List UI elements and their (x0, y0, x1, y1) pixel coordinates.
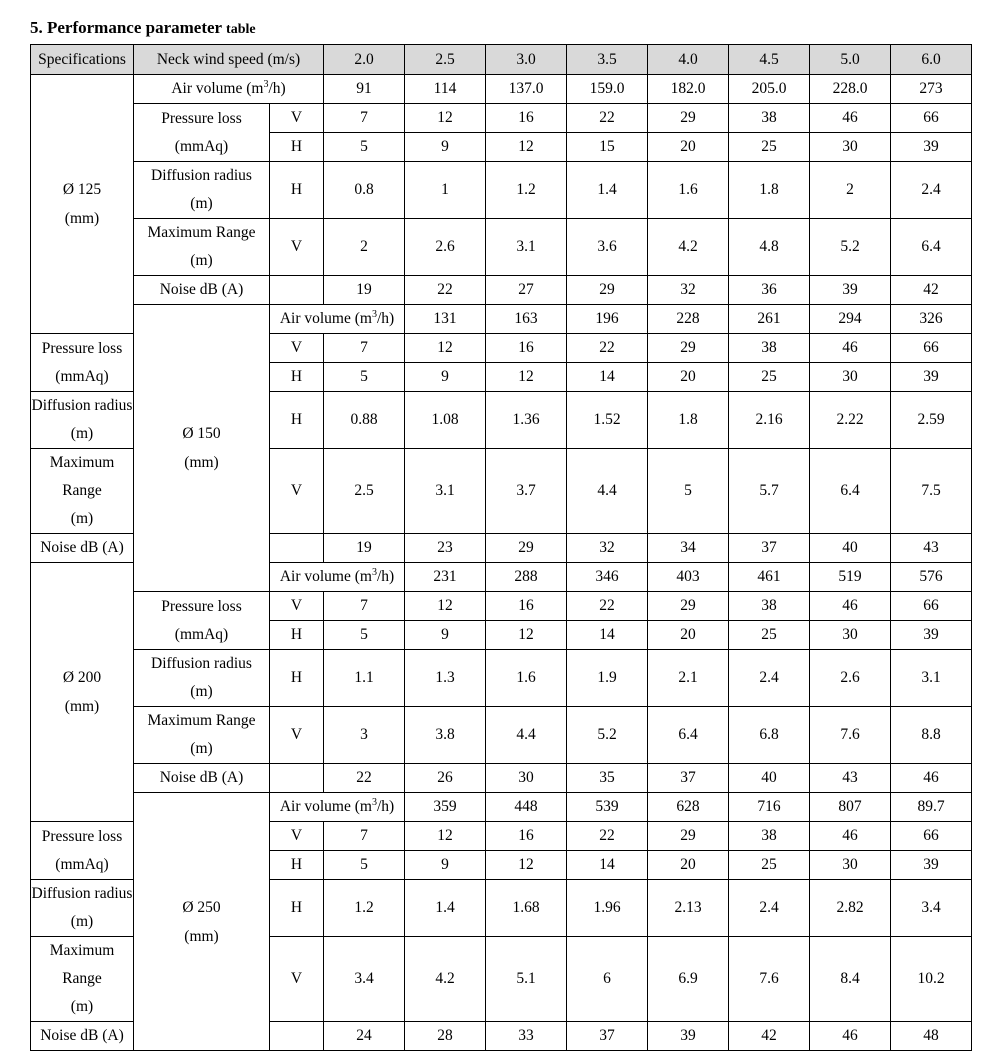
table-row (31, 162, 972, 219)
value-cell: 5.2 (810, 219, 891, 276)
direction-h: H (270, 851, 324, 880)
value-cell: 3.8 (405, 707, 486, 764)
table-row (31, 793, 972, 822)
title-suffix: table (226, 22, 256, 37)
diffusion-radius-label-line: Diffusion radius (151, 655, 252, 672)
direction-v: V (270, 592, 324, 621)
value-cell: 205.0 (729, 75, 810, 104)
value-cell: 7 (324, 334, 405, 363)
value-cell: 2.4 (729, 650, 810, 707)
direction-v: V (270, 822, 324, 851)
value-cell: 16 (486, 592, 567, 621)
value-cell: 27 (486, 276, 567, 305)
value-cell: 40 (810, 534, 891, 563)
value-cell: 9 (405, 133, 486, 162)
table-row (31, 75, 972, 104)
spec-size-cell (134, 793, 270, 1051)
value-cell: 39 (648, 1022, 729, 1051)
value-cell: 46 (810, 592, 891, 621)
value-cell: 3.4 (324, 937, 405, 1022)
value-cell: 39 (891, 621, 972, 650)
value-cell: 46 (810, 334, 891, 363)
value-cell: 4.2 (648, 219, 729, 276)
value-cell: 461 (729, 563, 810, 592)
value-cell: 2.16 (729, 392, 810, 449)
value-cell: 4.2 (405, 937, 486, 1022)
direction-h: H (270, 162, 324, 219)
value-cell: 20 (648, 621, 729, 650)
table-row (31, 650, 972, 707)
value-cell: 2.82 (810, 880, 891, 937)
value-cell: 7.6 (729, 937, 810, 1022)
value-cell: 114 (405, 75, 486, 104)
value-cell: 3.1 (405, 449, 486, 534)
value-cell: 22 (567, 822, 648, 851)
value-cell: 163 (486, 305, 567, 334)
value-cell: 32 (567, 534, 648, 563)
table-row (31, 592, 972, 621)
value-cell: 131 (405, 305, 486, 334)
value-cell: 29 (648, 822, 729, 851)
value-cell: 6.9 (648, 937, 729, 1022)
noise-label: Noise dB (A) (134, 276, 270, 305)
direction-h: H (270, 133, 324, 162)
direction-h: H (270, 621, 324, 650)
value-cell: 66 (891, 104, 972, 133)
value-cell: 1.68 (486, 880, 567, 937)
value-cell: 3 (324, 707, 405, 764)
value-cell: 2.59 (891, 392, 972, 449)
value-cell: 716 (729, 793, 810, 822)
value-cell: 29 (567, 276, 648, 305)
value-cell: 4.8 (729, 219, 810, 276)
value-cell: 40 (729, 764, 810, 793)
value-cell: 2.4 (729, 880, 810, 937)
value-cell: 2.22 (810, 392, 891, 449)
header-speed: 2.0 (324, 45, 405, 75)
value-cell: 6 (567, 937, 648, 1022)
diffusion-radius-label-line: Diffusion radius (151, 167, 252, 184)
value-cell: 42 (891, 276, 972, 305)
maximum-range-label-unit: (m) (70, 998, 94, 1015)
value-cell: 39 (891, 133, 972, 162)
value-cell: 22 (567, 104, 648, 133)
value-cell: 228 (648, 305, 729, 334)
direction-v: V (270, 219, 324, 276)
value-cell: 3.6 (567, 219, 648, 276)
maximum-range-label-line: Maximum Range (49, 942, 115, 987)
value-cell: 3.1 (486, 219, 567, 276)
maximum-range-label (31, 449, 134, 534)
diffusion-radius-label (31, 392, 134, 449)
value-cell: 5 (324, 621, 405, 650)
noise-label: Noise dB (A) (31, 534, 134, 563)
spec-unit: (mm) (64, 210, 100, 227)
value-cell: 16 (486, 104, 567, 133)
value-cell: 37 (567, 1022, 648, 1051)
value-cell: 346 (567, 563, 648, 592)
value-cell: 2 (324, 219, 405, 276)
value-cell: 43 (891, 534, 972, 563)
diffusion-radius-label (31, 880, 134, 937)
maximum-range-label (31, 937, 134, 1022)
table-row (31, 764, 972, 793)
value-cell: 1.96 (567, 880, 648, 937)
value-cell: 159.0 (567, 75, 648, 104)
noise-label: Noise dB (A) (31, 1022, 134, 1051)
value-cell: 2 (810, 162, 891, 219)
value-cell: 519 (810, 563, 891, 592)
value-cell: 1 (405, 162, 486, 219)
value-cell: 29 (648, 334, 729, 363)
value-cell: 23 (405, 534, 486, 563)
value-cell: 6.4 (648, 707, 729, 764)
page-title (30, 18, 256, 38)
maximum-range-label-unit: (m) (190, 740, 213, 757)
direction-v: V (270, 334, 324, 363)
value-cell: 25 (729, 133, 810, 162)
value-cell: 39 (891, 851, 972, 880)
air-volume-label: Air volume $(m^3/h)$ (270, 305, 405, 334)
header-speed: 4.5 (729, 45, 810, 75)
value-cell: 1.52 (567, 392, 648, 449)
value-cell: 12 (486, 133, 567, 162)
value-cell: 46 (810, 104, 891, 133)
value-cell: 26 (405, 764, 486, 793)
table-row (31, 305, 972, 334)
value-cell: 12 (486, 363, 567, 392)
header-specifications: Specifications (31, 45, 134, 75)
value-cell: 30 (810, 621, 891, 650)
spec-unit: (mm) (184, 927, 219, 945)
value-cell: 30 (810, 133, 891, 162)
spec-size: Ø 250 (182, 898, 221, 916)
value-cell: 38 (729, 592, 810, 621)
value-cell: 46 (810, 1022, 891, 1051)
spec-unit: (mm) (184, 454, 219, 471)
value-cell: 5 (648, 449, 729, 534)
empty-cell (270, 276, 324, 305)
table-row (31, 219, 972, 276)
air-volume-label: Air volume $(m^3/h)$ (134, 75, 324, 104)
value-cell: 196 (567, 305, 648, 334)
value-cell: 294 (810, 305, 891, 334)
value-cell: 22 (405, 276, 486, 305)
value-cell: 66 (891, 822, 972, 851)
value-cell: 12 (405, 104, 486, 133)
value-cell: 66 (891, 592, 972, 621)
value-cell: 261 (729, 305, 810, 334)
table-row (31, 707, 972, 764)
value-cell: 12 (486, 851, 567, 880)
diffusion-radius-label (134, 650, 270, 707)
value-cell: 12 (486, 621, 567, 650)
spec-unit: (mm) (64, 698, 100, 715)
spec-size-cell (31, 75, 134, 334)
empty-cell (270, 534, 324, 563)
value-cell: 91 (324, 75, 405, 104)
value-cell: 14 (567, 363, 648, 392)
value-cell: 5 (324, 133, 405, 162)
value-cell: 7.5 (891, 449, 972, 534)
spec-size: Ø 200 (62, 669, 102, 686)
value-cell: 37 (648, 764, 729, 793)
value-cell: 25 (729, 851, 810, 880)
value-cell: 2.6 (405, 219, 486, 276)
value-cell: 1.36 (486, 392, 567, 449)
value-cell: 228.0 (810, 75, 891, 104)
value-cell: 12 (405, 822, 486, 851)
value-cell: 4.4 (486, 707, 567, 764)
value-cell: 628 (648, 793, 729, 822)
value-cell: 42 (729, 1022, 810, 1051)
header-speed: 6.0 (891, 45, 972, 75)
value-cell: 14 (567, 621, 648, 650)
value-cell: 37 (729, 534, 810, 563)
value-cell: 1.2 (324, 880, 405, 937)
value-cell: 2.1 (648, 650, 729, 707)
direction-h: H (270, 650, 324, 707)
value-cell: 2.13 (648, 880, 729, 937)
value-cell: 2.6 (810, 650, 891, 707)
empty-cell (270, 764, 324, 793)
value-cell: 1.6 (486, 650, 567, 707)
pressure-loss-label: Pressure loss (mmAq) (31, 822, 134, 880)
value-cell: 19 (324, 276, 405, 305)
value-cell: 1.4 (405, 880, 486, 937)
diffusion-radius-label-unit: (m) (190, 683, 213, 700)
value-cell: 288 (486, 563, 567, 592)
value-cell: 8.8 (891, 707, 972, 764)
value-cell: 0.8 (324, 162, 405, 219)
value-cell: 39 (810, 276, 891, 305)
value-cell: 29 (648, 104, 729, 133)
value-cell: 2.4 (891, 162, 972, 219)
value-cell: 24 (324, 1022, 405, 1051)
pressure-loss-label: Pressure loss (mmAq) (31, 334, 134, 392)
pressure-loss-label: Pressure loss (mmAq) (134, 104, 270, 162)
value-cell: 0.88 (324, 392, 405, 449)
header-row (31, 45, 972, 75)
value-cell: 539 (567, 793, 648, 822)
direction-h: H (270, 363, 324, 392)
value-cell: 22 (324, 764, 405, 793)
value-cell: 6.8 (729, 707, 810, 764)
spec-size-cell (134, 305, 270, 592)
value-cell: 46 (891, 764, 972, 793)
value-cell: 7 (324, 822, 405, 851)
value-cell: 30 (486, 764, 567, 793)
value-cell: 15 (567, 133, 648, 162)
maximum-range-label-line: Maximum Range (147, 712, 256, 729)
diffusion-radius-label (134, 162, 270, 219)
header-speed: 3.5 (567, 45, 648, 75)
direction-v: V (270, 449, 324, 534)
header-speed: 3.0 (486, 45, 567, 75)
maximum-range-label-unit: (m) (70, 510, 94, 527)
diffusion-radius-label-unit: (m) (70, 913, 94, 930)
direction-v: V (270, 707, 324, 764)
value-cell: 10.2 (891, 937, 972, 1022)
header-speed: 2.5 (405, 45, 486, 75)
value-cell: 1.8 (648, 392, 729, 449)
value-cell: 2.5 (324, 449, 405, 534)
value-cell: 1.08 (405, 392, 486, 449)
value-cell: 39 (891, 363, 972, 392)
value-cell: 273 (891, 75, 972, 104)
air-volume-label: Air volume $(m^3/h)$ (270, 793, 405, 822)
pressure-loss-label: Pressure loss (mmAq) (134, 592, 270, 650)
value-cell: 29 (486, 534, 567, 563)
value-cell: 48 (891, 1022, 972, 1051)
value-cell: 5.7 (729, 449, 810, 534)
table-body (31, 75, 972, 1051)
value-cell: 19 (324, 534, 405, 563)
value-cell: 34 (648, 534, 729, 563)
spec-size-cell (31, 563, 134, 822)
header-neck-wind-speed: Neck wind speed (m/s) (134, 45, 324, 75)
value-cell: 30 (810, 851, 891, 880)
value-cell: 1.4 (567, 162, 648, 219)
value-cell: 1.3 (405, 650, 486, 707)
diffusion-radius-label-line: Diffusion radius (31, 397, 133, 414)
value-cell: 20 (648, 133, 729, 162)
value-cell: 89.7 (891, 793, 972, 822)
diffusion-radius-label-line: Diffusion radius (31, 885, 133, 902)
value-cell: 5 (324, 851, 405, 880)
value-cell: 30 (810, 363, 891, 392)
value-cell: 38 (729, 104, 810, 133)
value-cell: 8.4 (810, 937, 891, 1022)
value-cell: 137.0 (486, 75, 567, 104)
diffusion-radius-label-unit: (m) (190, 195, 213, 212)
direction-v: V (270, 104, 324, 133)
value-cell: 7.6 (810, 707, 891, 764)
spec-size: Ø 125 (62, 181, 102, 198)
value-cell: 32 (648, 276, 729, 305)
value-cell: 16 (486, 822, 567, 851)
value-cell: 22 (567, 334, 648, 363)
maximum-range-label-unit: (m) (190, 252, 213, 269)
value-cell: 231 (405, 563, 486, 592)
value-cell: 182.0 (648, 75, 729, 104)
value-cell: 807 (810, 793, 891, 822)
value-cell: 12 (405, 334, 486, 363)
title-main: 5. Performance parameter (30, 18, 222, 37)
value-cell: 4.4 (567, 449, 648, 534)
value-cell: 14 (567, 851, 648, 880)
value-cell: 1.6 (648, 162, 729, 219)
value-cell: 7 (324, 104, 405, 133)
direction-h: H (270, 880, 324, 937)
header-speed: 5.0 (810, 45, 891, 75)
value-cell: 3.1 (891, 650, 972, 707)
maximum-range-label (134, 707, 270, 764)
value-cell: 5 (324, 363, 405, 392)
value-cell: 9 (405, 851, 486, 880)
value-cell: 29 (648, 592, 729, 621)
value-cell: 6.4 (810, 449, 891, 534)
value-cell: 448 (486, 793, 567, 822)
value-cell: 46 (810, 822, 891, 851)
empty-cell (270, 1022, 324, 1051)
value-cell: 5.2 (567, 707, 648, 764)
air-volume-label: Air volume $(m^3/h)$ (270, 563, 405, 592)
value-cell: 36 (729, 276, 810, 305)
diffusion-radius-label-unit: (m) (70, 425, 94, 442)
value-cell: 22 (567, 592, 648, 621)
value-cell: 25 (729, 363, 810, 392)
value-cell: 576 (891, 563, 972, 592)
value-cell: 1.9 (567, 650, 648, 707)
value-cell: 7 (324, 592, 405, 621)
value-cell: 1.8 (729, 162, 810, 219)
value-cell: 16 (486, 334, 567, 363)
value-cell: 3.4 (891, 880, 972, 937)
maximum-range-label-line: Maximum Range (147, 224, 256, 241)
value-cell: 20 (648, 363, 729, 392)
value-cell: 9 (405, 621, 486, 650)
value-cell: 20 (648, 851, 729, 880)
value-cell: 9 (405, 363, 486, 392)
value-cell: 43 (810, 764, 891, 793)
value-cell: 326 (891, 305, 972, 334)
value-cell: 35 (567, 764, 648, 793)
value-cell: 66 (891, 334, 972, 363)
spec-size: Ø 150 (182, 425, 221, 442)
value-cell: 25 (729, 621, 810, 650)
direction-h: H (270, 392, 324, 449)
performance-table (30, 44, 972, 1051)
value-cell: 5.1 (486, 937, 567, 1022)
table-row (31, 276, 972, 305)
header-speed: 4.0 (648, 45, 729, 75)
value-cell: 28 (405, 1022, 486, 1051)
value-cell: 359 (405, 793, 486, 822)
value-cell: 6.4 (891, 219, 972, 276)
noise-label: Noise dB (A) (134, 764, 270, 793)
value-cell: 38 (729, 822, 810, 851)
value-cell: 38 (729, 334, 810, 363)
direction-v: V (270, 937, 324, 1022)
value-cell: 33 (486, 1022, 567, 1051)
maximum-range-label (134, 219, 270, 276)
value-cell: 3.7 (486, 449, 567, 534)
value-cell: 12 (405, 592, 486, 621)
value-cell: 1.2 (486, 162, 567, 219)
table-row (31, 104, 972, 133)
value-cell: 1.1 (324, 650, 405, 707)
value-cell: 403 (648, 563, 729, 592)
maximum-range-label-line: Maximum Range (49, 454, 115, 499)
